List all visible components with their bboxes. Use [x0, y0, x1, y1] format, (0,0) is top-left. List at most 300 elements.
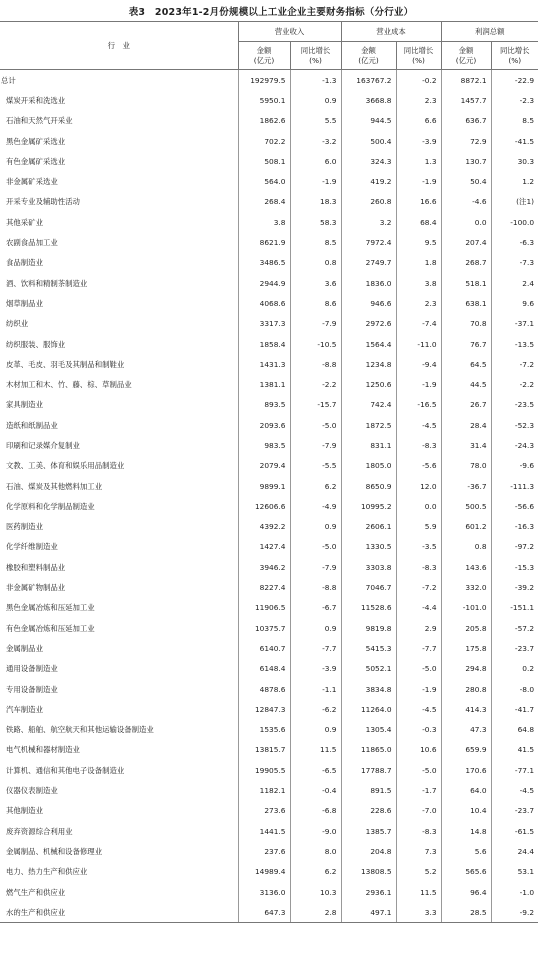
- amount-cell: 742.4: [341, 395, 396, 415]
- amount-cell: 414.3: [441, 699, 491, 719]
- growth-cell: 8.6: [290, 293, 341, 313]
- table-row: [0, 517, 538, 537]
- growth-cell: -16.3: [491, 517, 538, 537]
- table-row: [0, 841, 538, 861]
- amount-cell: 10995.2: [341, 496, 396, 516]
- table-row: [0, 679, 538, 699]
- amount-cell: 204.8: [341, 841, 396, 861]
- revenue-header: 营业收入: [238, 22, 341, 42]
- amount-cell: 1535.6: [238, 720, 290, 740]
- amount-cell: 19905.5: [238, 760, 290, 780]
- industry-name-cell: 有色金属矿采选业: [6, 156, 66, 166]
- amount-cell: 2972.6: [341, 314, 396, 334]
- growth-cell: 6.2: [290, 862, 341, 882]
- amount-cell: 1858.4: [238, 334, 290, 354]
- growth-cell: -5.0: [396, 760, 441, 780]
- amount-cell: 601.2: [441, 517, 491, 537]
- amount-cell: 1250.6: [341, 374, 396, 394]
- table-row: [0, 70, 538, 91]
- growth-cell: -5.0: [290, 415, 341, 435]
- growth-cell: -0.3: [396, 720, 441, 740]
- growth-cell: 9.6: [491, 293, 538, 313]
- table-row: [0, 740, 538, 760]
- amount-cell: 1862.6: [238, 111, 290, 131]
- amount-cell: 12847.3: [238, 699, 290, 719]
- growth-cell: 8.0: [290, 841, 341, 861]
- table-row: [0, 618, 538, 638]
- growth-cell: -97.2: [491, 537, 538, 557]
- growth-cell: -52.3: [491, 415, 538, 435]
- amount-cell: 205.8: [441, 618, 491, 638]
- amount-cell: 64.0: [441, 780, 491, 800]
- industry-name-cell: 石油和天然气开采业: [6, 116, 73, 126]
- industry-name-cell: 非金属矿采选业: [6, 177, 58, 187]
- industry-name-cell: 电力、热力生产和供应业: [6, 867, 88, 877]
- growth-cell: 2.3: [396, 293, 441, 313]
- amount-cell: 1182.1: [238, 780, 290, 800]
- industry-name-cell: 水的生产和供应业: [0, 902, 238, 923]
- industry-name-cell: 仪器仪表制造业: [6, 786, 58, 796]
- growth-cell: 0.9: [290, 720, 341, 740]
- amount-cell: 130.7: [441, 151, 491, 171]
- amount-cell: 2606.1: [341, 517, 396, 537]
- growth-cell: -10.5: [290, 334, 341, 354]
- growth-subheader: 同比增长 (%): [396, 42, 441, 70]
- growth-cell: -0.2: [396, 70, 441, 91]
- growth-cell: 0.9: [290, 517, 341, 537]
- amount-cell: 0.0: [441, 212, 491, 232]
- growth-subheader: 同比增长 (%): [290, 42, 341, 70]
- amount-cell: 26.7: [441, 395, 491, 415]
- industry-name-cell: 烟草制品业: [6, 298, 43, 308]
- growth-cell: -7.0: [396, 801, 441, 821]
- industry-name-cell: 开采专业及辅助性活动: [6, 197, 80, 207]
- growth-cell: -13.5: [491, 334, 538, 354]
- table-row: [0, 314, 538, 334]
- growth-cell: -7.9: [290, 435, 341, 455]
- amount-cell: 163767.2: [341, 70, 396, 91]
- amount-cell: 260.8: [341, 192, 396, 212]
- growth-cell: -7.9: [290, 314, 341, 334]
- growth-cell: -2.2: [290, 374, 341, 394]
- growth-cell: -1.9: [290, 171, 341, 191]
- amount-cell: 12606.6: [238, 496, 290, 516]
- amount-cell: 294.8: [441, 659, 491, 679]
- growth-cell: 8.5: [491, 111, 538, 131]
- growth-cell: 3.8: [396, 273, 441, 293]
- growth-cell: -2.3: [491, 90, 538, 110]
- amount-cell: 14.8: [441, 821, 491, 841]
- amount-cell: 3486.5: [238, 253, 290, 273]
- growth-cell: 16.6: [396, 192, 441, 212]
- amount-cell: 3303.8: [341, 557, 396, 577]
- amount-cell: 1305.4: [341, 720, 396, 740]
- table-row: [0, 699, 538, 719]
- growth-cell: -24.3: [491, 435, 538, 455]
- growth-cell: 9.5: [396, 232, 441, 252]
- growth-cell: -23.7: [491, 638, 538, 658]
- growth-cell: -4.5: [396, 415, 441, 435]
- amount-cell: 4392.2: [238, 517, 290, 537]
- table-row: [0, 151, 538, 171]
- growth-cell: -6.2: [290, 699, 341, 719]
- table-row: [0, 598, 538, 618]
- growth-cell: 5.9: [396, 517, 441, 537]
- growth-cell: -5.5: [290, 456, 341, 476]
- table-row: [0, 720, 538, 740]
- growth-cell: 1.2: [491, 171, 538, 191]
- amount-cell: 2944.9: [238, 273, 290, 293]
- amount-cell: 28.4: [441, 415, 491, 435]
- growth-cell: -7.4: [396, 314, 441, 334]
- growth-cell: -16.5: [396, 395, 441, 415]
- growth-cell: 11.5: [290, 740, 341, 760]
- growth-cell: -151.1: [491, 598, 538, 618]
- growth-cell: -1.0: [491, 882, 538, 902]
- industry-name-cell: 燃气生产和供应业: [6, 887, 66, 897]
- growth-cell: 1.3: [396, 151, 441, 171]
- amount-subheader: 金额 (亿元): [238, 42, 290, 70]
- growth-cell: 10.6: [396, 740, 441, 760]
- amount-cell: 3317.3: [238, 314, 290, 334]
- growth-cell: -56.6: [491, 496, 538, 516]
- growth-cell: -1.9: [396, 171, 441, 191]
- amount-cell: 2079.4: [238, 456, 290, 476]
- industry-name-cell: 总计: [1, 75, 16, 85]
- table-row: [0, 476, 538, 496]
- amount-cell: 518.1: [441, 273, 491, 293]
- growth-subheader: 同比增长 (%): [491, 42, 538, 70]
- table-row: [0, 557, 538, 577]
- amount-cell: 70.8: [441, 314, 491, 334]
- growth-cell: 5.5: [290, 111, 341, 131]
- growth-cell: -1.1: [290, 679, 341, 699]
- table-row: [0, 374, 538, 394]
- table-row: [0, 90, 538, 110]
- table-row: [0, 192, 538, 212]
- growth-cell: -3.5: [396, 537, 441, 557]
- growth-cell: -8.8: [290, 354, 341, 374]
- amount-cell: 638.1: [441, 293, 491, 313]
- amount-cell: 8872.1: [441, 70, 491, 91]
- growth-cell: 2.8: [290, 902, 341, 923]
- financial-indicators-table: [0, 21, 538, 923]
- growth-cell: -9.4: [396, 354, 441, 374]
- growth-cell: 8.5: [290, 232, 341, 252]
- growth-cell: 1.8: [396, 253, 441, 273]
- growth-cell: -1.9: [396, 679, 441, 699]
- growth-cell: -8.0: [491, 679, 538, 699]
- amount-cell: 3.2: [341, 212, 396, 232]
- growth-cell: -7.2: [396, 577, 441, 597]
- table-row: [0, 760, 538, 780]
- growth-cell: -8.3: [396, 435, 441, 455]
- growth-cell: -11.0: [396, 334, 441, 354]
- amount-cell: 1431.3: [238, 354, 290, 374]
- amount-cell: 332.0: [441, 577, 491, 597]
- table-row: [0, 273, 538, 293]
- growth-cell: -1.9: [396, 374, 441, 394]
- industry-name-cell: 印刷和记录媒介复制业: [6, 440, 80, 450]
- amount-cell: 237.6: [238, 841, 290, 861]
- table-row: [0, 171, 538, 191]
- amount-cell: 5.6: [441, 841, 491, 861]
- amount-cell: 31.4: [441, 435, 491, 455]
- amount-cell: 1330.5: [341, 537, 396, 557]
- table-row: [0, 496, 538, 516]
- amount-cell: 47.3: [441, 720, 491, 740]
- industry-name-cell: 家具制造业: [6, 400, 43, 410]
- industry-header: 行 业: [0, 22, 238, 70]
- amount-cell: 72.9: [441, 131, 491, 151]
- amount-cell: 273.6: [238, 801, 290, 821]
- growth-cell: -39.2: [491, 577, 538, 597]
- industry-name-cell: 其他采矿业: [6, 217, 43, 227]
- growth-cell: -41.7: [491, 699, 538, 719]
- amount-cell: 500.4: [341, 131, 396, 151]
- amount-cell: 192979.5: [238, 70, 290, 91]
- growth-cell: -7.3: [491, 253, 538, 273]
- amount-cell: 1427.4: [238, 537, 290, 557]
- amount-cell: 419.2: [341, 171, 396, 191]
- amount-cell: 1385.7: [341, 821, 396, 841]
- amount-cell: 7046.7: [341, 577, 396, 597]
- amount-cell: 170.6: [441, 760, 491, 780]
- growth-cell: 10.3: [290, 882, 341, 902]
- amount-cell: 3668.8: [341, 90, 396, 110]
- amount-cell: 228.6: [341, 801, 396, 821]
- growth-cell: -41.5: [491, 131, 538, 151]
- growth-cell: 12.0: [396, 476, 441, 496]
- amount-cell: 9819.8: [341, 618, 396, 638]
- growth-cell: 0.9: [290, 90, 341, 110]
- table-row: [0, 801, 538, 821]
- growth-cell: -8.3: [396, 557, 441, 577]
- growth-cell: 6.2: [290, 476, 341, 496]
- industry-name-cell: 黑色金属矿采选业: [6, 136, 66, 146]
- industry-name-cell: 金属制品、机械和设备修理业: [6, 846, 103, 856]
- table-row: [0, 780, 538, 800]
- growth-cell: -77.1: [491, 760, 538, 780]
- industry-name-cell: 铁路、船舶、航空航天和其他运输设备制造业: [6, 725, 154, 735]
- amount-cell: 11906.5: [238, 598, 290, 618]
- growth-cell: -1.7: [396, 780, 441, 800]
- industry-name-cell: 石油、煤炭及其他燃料加工业: [6, 481, 103, 491]
- table-row: [0, 111, 538, 131]
- industry-name-cell: 废弃资源综合利用业: [6, 826, 73, 836]
- table-row: [0, 659, 538, 679]
- growth-cell: -3.9: [290, 659, 341, 679]
- amount-cell: 4068.6: [238, 293, 290, 313]
- industry-name-cell: 纺织服装、服饰业: [6, 339, 66, 349]
- growth-cell: -8.8: [290, 577, 341, 597]
- amount-cell: 636.7: [441, 111, 491, 131]
- amount-cell: 11264.0: [341, 699, 396, 719]
- amount-cell: 1564.4: [341, 334, 396, 354]
- growth-cell: 24.4: [491, 841, 538, 861]
- growth-cell: 58.3: [290, 212, 341, 232]
- amount-cell: 702.2: [238, 131, 290, 151]
- growth-cell: -9.2: [491, 902, 538, 923]
- growth-cell: -3.2: [290, 131, 341, 151]
- growth-cell: -5.0: [396, 659, 441, 679]
- amount-cell: 268.4: [238, 192, 290, 212]
- amount-cell: 44.5: [441, 374, 491, 394]
- amount-cell: 143.6: [441, 557, 491, 577]
- growth-cell: -9.6: [491, 456, 538, 476]
- table-title: 表3 2023年1-2月份规模以上工业企业主要财务指标（分行业）: [128, 7, 414, 18]
- amount-cell: 2093.6: [238, 415, 290, 435]
- amount-cell: 11865.0: [341, 740, 396, 760]
- industry-name-cell: 农副食品加工业: [6, 238, 58, 248]
- industry-name-cell: 通用设备制造业: [6, 664, 58, 674]
- industry-name-cell: 化学原料和化学制品制造业: [6, 501, 95, 511]
- amount-cell: 11528.6: [341, 598, 396, 618]
- amount-cell: 3834.8: [341, 679, 396, 699]
- table-row: [0, 354, 538, 374]
- industry-name-cell: 其他制造业: [6, 806, 43, 816]
- amount-cell: 1805.0: [341, 456, 396, 476]
- growth-cell: -6.3: [491, 232, 538, 252]
- amount-cell: 946.6: [341, 293, 396, 313]
- growth-cell: 68.4: [396, 212, 441, 232]
- growth-cell: 30.3: [491, 151, 538, 171]
- amount-cell: 944.5: [341, 111, 396, 131]
- amount-cell: 280.8: [441, 679, 491, 699]
- growth-cell: -37.1: [491, 314, 538, 334]
- amount-cell: 14989.4: [238, 862, 290, 882]
- growth-cell: -15.7: [290, 395, 341, 415]
- amount-cell: 0.8: [441, 537, 491, 557]
- amount-cell: 7972.4: [341, 232, 396, 252]
- amount-cell: -101.0: [441, 598, 491, 618]
- growth-cell: 3.3: [396, 902, 441, 923]
- amount-cell: 1381.1: [238, 374, 290, 394]
- amount-cell: 4878.6: [238, 679, 290, 699]
- amount-cell: 6148.4: [238, 659, 290, 679]
- amount-cell: 6140.7: [238, 638, 290, 658]
- growth-cell: -5.0: [290, 537, 341, 557]
- amount-cell: -4.6: [441, 192, 491, 212]
- table-row: [0, 131, 538, 151]
- amount-cell: 8621.9: [238, 232, 290, 252]
- growth-cell: -1.3: [290, 70, 341, 91]
- amount-cell: 5415.3: [341, 638, 396, 658]
- table-row: [0, 862, 538, 882]
- growth-cell: 0.9: [290, 618, 341, 638]
- growth-cell: 64.8: [491, 720, 538, 740]
- amount-cell: 983.5: [238, 435, 290, 455]
- table-row: [0, 638, 538, 658]
- growth-cell: 0.0: [396, 496, 441, 516]
- amount-cell: 2936.1: [341, 882, 396, 902]
- amount-subheader: 金额 (亿元): [441, 42, 491, 70]
- amount-cell: 3.8: [238, 212, 290, 232]
- growth-cell: 11.5: [396, 882, 441, 902]
- table-row: [0, 902, 538, 923]
- amount-cell: 8227.4: [238, 577, 290, 597]
- table-row: [0, 435, 538, 455]
- growth-cell: -61.5: [491, 821, 538, 841]
- amount-cell: 2749.7: [341, 253, 396, 273]
- industry-name-cell: 纺织业: [6, 319, 29, 329]
- growth-cell: 2.9: [396, 618, 441, 638]
- growth-cell: -7.7: [290, 638, 341, 658]
- table-row: [0, 212, 538, 232]
- amount-cell: 207.4: [441, 232, 491, 252]
- growth-cell: -4.9: [290, 496, 341, 516]
- amount-cell: 78.0: [441, 456, 491, 476]
- table-row: [0, 821, 538, 841]
- growth-cell: -57.2: [491, 618, 538, 638]
- amount-cell: 13815.7: [238, 740, 290, 760]
- industry-name-cell: 非金属矿物制品业: [6, 583, 66, 593]
- industry-name-cell: 金属制品业: [6, 643, 43, 653]
- growth-cell: -8.3: [396, 821, 441, 841]
- growth-cell: 0.2: [491, 659, 538, 679]
- amount-cell: 64.5: [441, 354, 491, 374]
- growth-cell: -15.3: [491, 557, 538, 577]
- growth-cell: -23.5: [491, 395, 538, 415]
- table-row: [0, 334, 538, 354]
- growth-cell: -4.5: [396, 699, 441, 719]
- growth-cell: 5.2: [396, 862, 441, 882]
- amount-cell: 831.1: [341, 435, 396, 455]
- growth-cell: -23.7: [491, 801, 538, 821]
- industry-name-cell: 煤炭开采和洗选业: [6, 95, 66, 105]
- table-row: [0, 577, 538, 597]
- growth-cell: 41.5: [491, 740, 538, 760]
- growth-cell: 7.3: [396, 841, 441, 861]
- industry-name-cell: 黑色金属冶炼和压延加工业: [6, 603, 95, 613]
- amount-cell: 1836.0: [341, 273, 396, 293]
- growth-cell: -6.8: [290, 801, 341, 821]
- growth-cell: -5.6: [396, 456, 441, 476]
- amount-cell: -36.7: [441, 476, 491, 496]
- growth-cell: -0.4: [290, 780, 341, 800]
- amount-cell: 1234.8: [341, 354, 396, 374]
- table-row: [0, 395, 538, 415]
- growth-cell: -2.2: [491, 374, 538, 394]
- amount-cell: 50.4: [441, 171, 491, 191]
- amount-cell: 497.1: [341, 902, 396, 923]
- amount-cell: 13808.5: [341, 862, 396, 882]
- industry-name-cell: 有色金属冶炼和压延加工业: [6, 623, 95, 633]
- amount-cell: 565.6: [441, 862, 491, 882]
- table-row: [0, 253, 538, 273]
- industry-name-cell: 医药制造业: [6, 522, 43, 532]
- growth-cell: 6.0: [290, 151, 341, 171]
- industry-name-cell: 食品制造业: [6, 258, 43, 268]
- amount-cell: 96.4: [441, 882, 491, 902]
- amount-cell: 500.5: [441, 496, 491, 516]
- table-row: [0, 232, 538, 252]
- industry-name-cell: 计算机、通信和其他电子设备制造业: [6, 765, 125, 775]
- growth-cell: 2.3: [396, 90, 441, 110]
- growth-cell: -6.5: [290, 760, 341, 780]
- growth-cell: -22.9: [491, 70, 538, 91]
- cost-header: 营业成本: [341, 22, 441, 42]
- table-row: [0, 415, 538, 435]
- table-row: [0, 456, 538, 476]
- amount-cell: 76.7: [441, 334, 491, 354]
- amount-cell: 1441.5: [238, 821, 290, 841]
- amount-cell: 268.7: [441, 253, 491, 273]
- growth-cell: -100.0: [491, 212, 538, 232]
- growth-cell: 0.8: [290, 253, 341, 273]
- industry-name-cell: 化学纤维制造业: [6, 542, 58, 552]
- amount-cell: 893.5: [238, 395, 290, 415]
